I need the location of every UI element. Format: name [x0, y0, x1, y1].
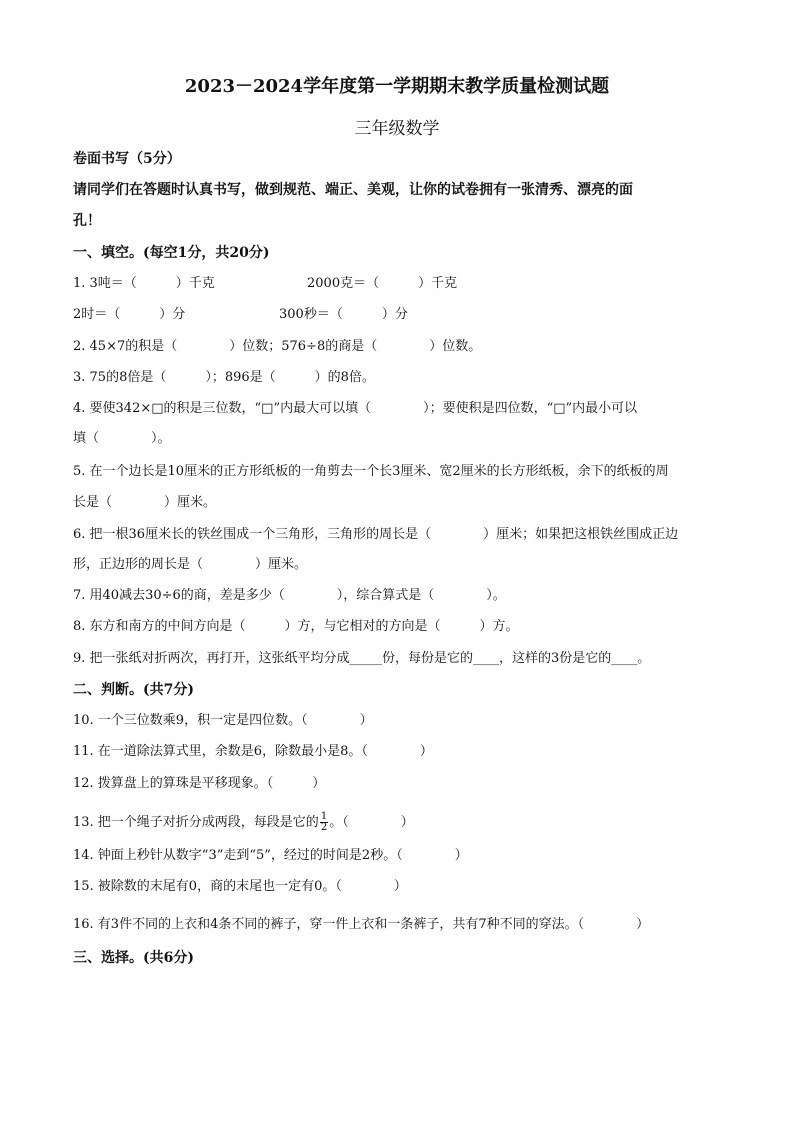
handwriting-heading: 卷面书写（5分） — [73, 151, 181, 167]
question-13-text: 13. 把一个绳子对折分成两段，每段是它的 — [73, 815, 319, 830]
question-8: 8. 东方和南方的中间方向是（ ）方，与它相对的方向是（ ）方。 — [73, 619, 519, 634]
question-1b: 2000克＝（ ）千克 — [307, 276, 458, 291]
section1-heading: 一、填空。(每空1分，共20分) — [73, 245, 270, 261]
question-4-line2: 填（ ）。 — [73, 431, 171, 446]
question-1a: 1. 3吨＝（ ）千克 — [73, 276, 215, 291]
question-4-line1: 4. 要使342×□的积是三位数，“□”内最大可以填（ ）；要使积是四位数，“□”内最小可以 — [73, 401, 638, 416]
fraction-numerator: 1 — [320, 811, 328, 822]
question-13-answer: 。（ ） — [329, 815, 414, 830]
question-2: 2. 45×7的积是（ ）位数；576÷8的商是（ ）位数。 — [73, 339, 482, 354]
question-10: 10. 一个三位数乘9，积一定是四位数。（ ） — [73, 713, 373, 728]
question-5-line1: 5. 在一个边长是10厘米的正方形纸板的一角剪去一个长3厘米、宽2厘米的长方形纸板，余下的纸板的周 — [73, 464, 669, 479]
question-1d: 300秒＝（ ）分 — [279, 307, 408, 322]
handwriting-instruction-line1: 请同学们在答题时认真书写，做到规范、端正、美观，让你的试卷拥有一张清秀、漂亮的面 — [73, 182, 633, 198]
section3-heading: 三、选择。(共6分) — [73, 950, 194, 966]
question-3: 3. 75的8倍是（ ）；896是（ ）的8倍。 — [73, 370, 375, 385]
question-1c: 2时＝（ ）分 — [73, 307, 186, 322]
question-6-line2: 形，正边形的周长是（ ）厘米。 — [73, 557, 308, 572]
exam-title: 2023－2024学年度第一学期期末教学质量检测试题 — [184, 76, 610, 97]
question-9: 9. 把一张纸对折两次，再打开，这张纸平均分成_____份，每份是它的____，这样的3份是它的____。 — [73, 651, 651, 666]
question-7: 7. 用40减去30÷6的商，差是多少（ ），综合算式是（ ）。 — [73, 588, 506, 603]
section2-heading: 二、判断。(共7分) — [73, 682, 194, 698]
question-13 — [73, 812, 733, 833]
question-16: 16. 有3件不同的上衣和4条不同的裤子，穿一件上衣和一条裤子，共有7种不同的穿法。（ ） — [73, 917, 650, 932]
question-14: 14. 钟面上秒针从数字“3”走到“5”，经过的时间是2秒。（ ） — [73, 848, 468, 863]
question-12: 12. 拨算盘上的算珠是平移现象。（ ） — [73, 776, 326, 791]
question-11: 11. 在一道除法算式里，余数是6，除数最小是8。（ ） — [73, 744, 433, 759]
exam-subtitle: 三年级数学 — [354, 119, 440, 139]
handwriting-instruction-line2: 孔！ — [73, 213, 101, 229]
fraction-one-half — [320, 812, 328, 833]
question-15: 15. 被除数的末尾有0，商的末尾也一定有0。（ ） — [73, 879, 407, 894]
question-6-line1: 6. 把一根36厘米长的铁丝围成一个三角形，三角形的周长是（ ）厘米；如果把这根铁丝围成正边 — [73, 527, 679, 542]
question-5-line2: 长是（ ）厘米。 — [73, 495, 217, 510]
fraction-denominator: 2 — [320, 822, 328, 833]
